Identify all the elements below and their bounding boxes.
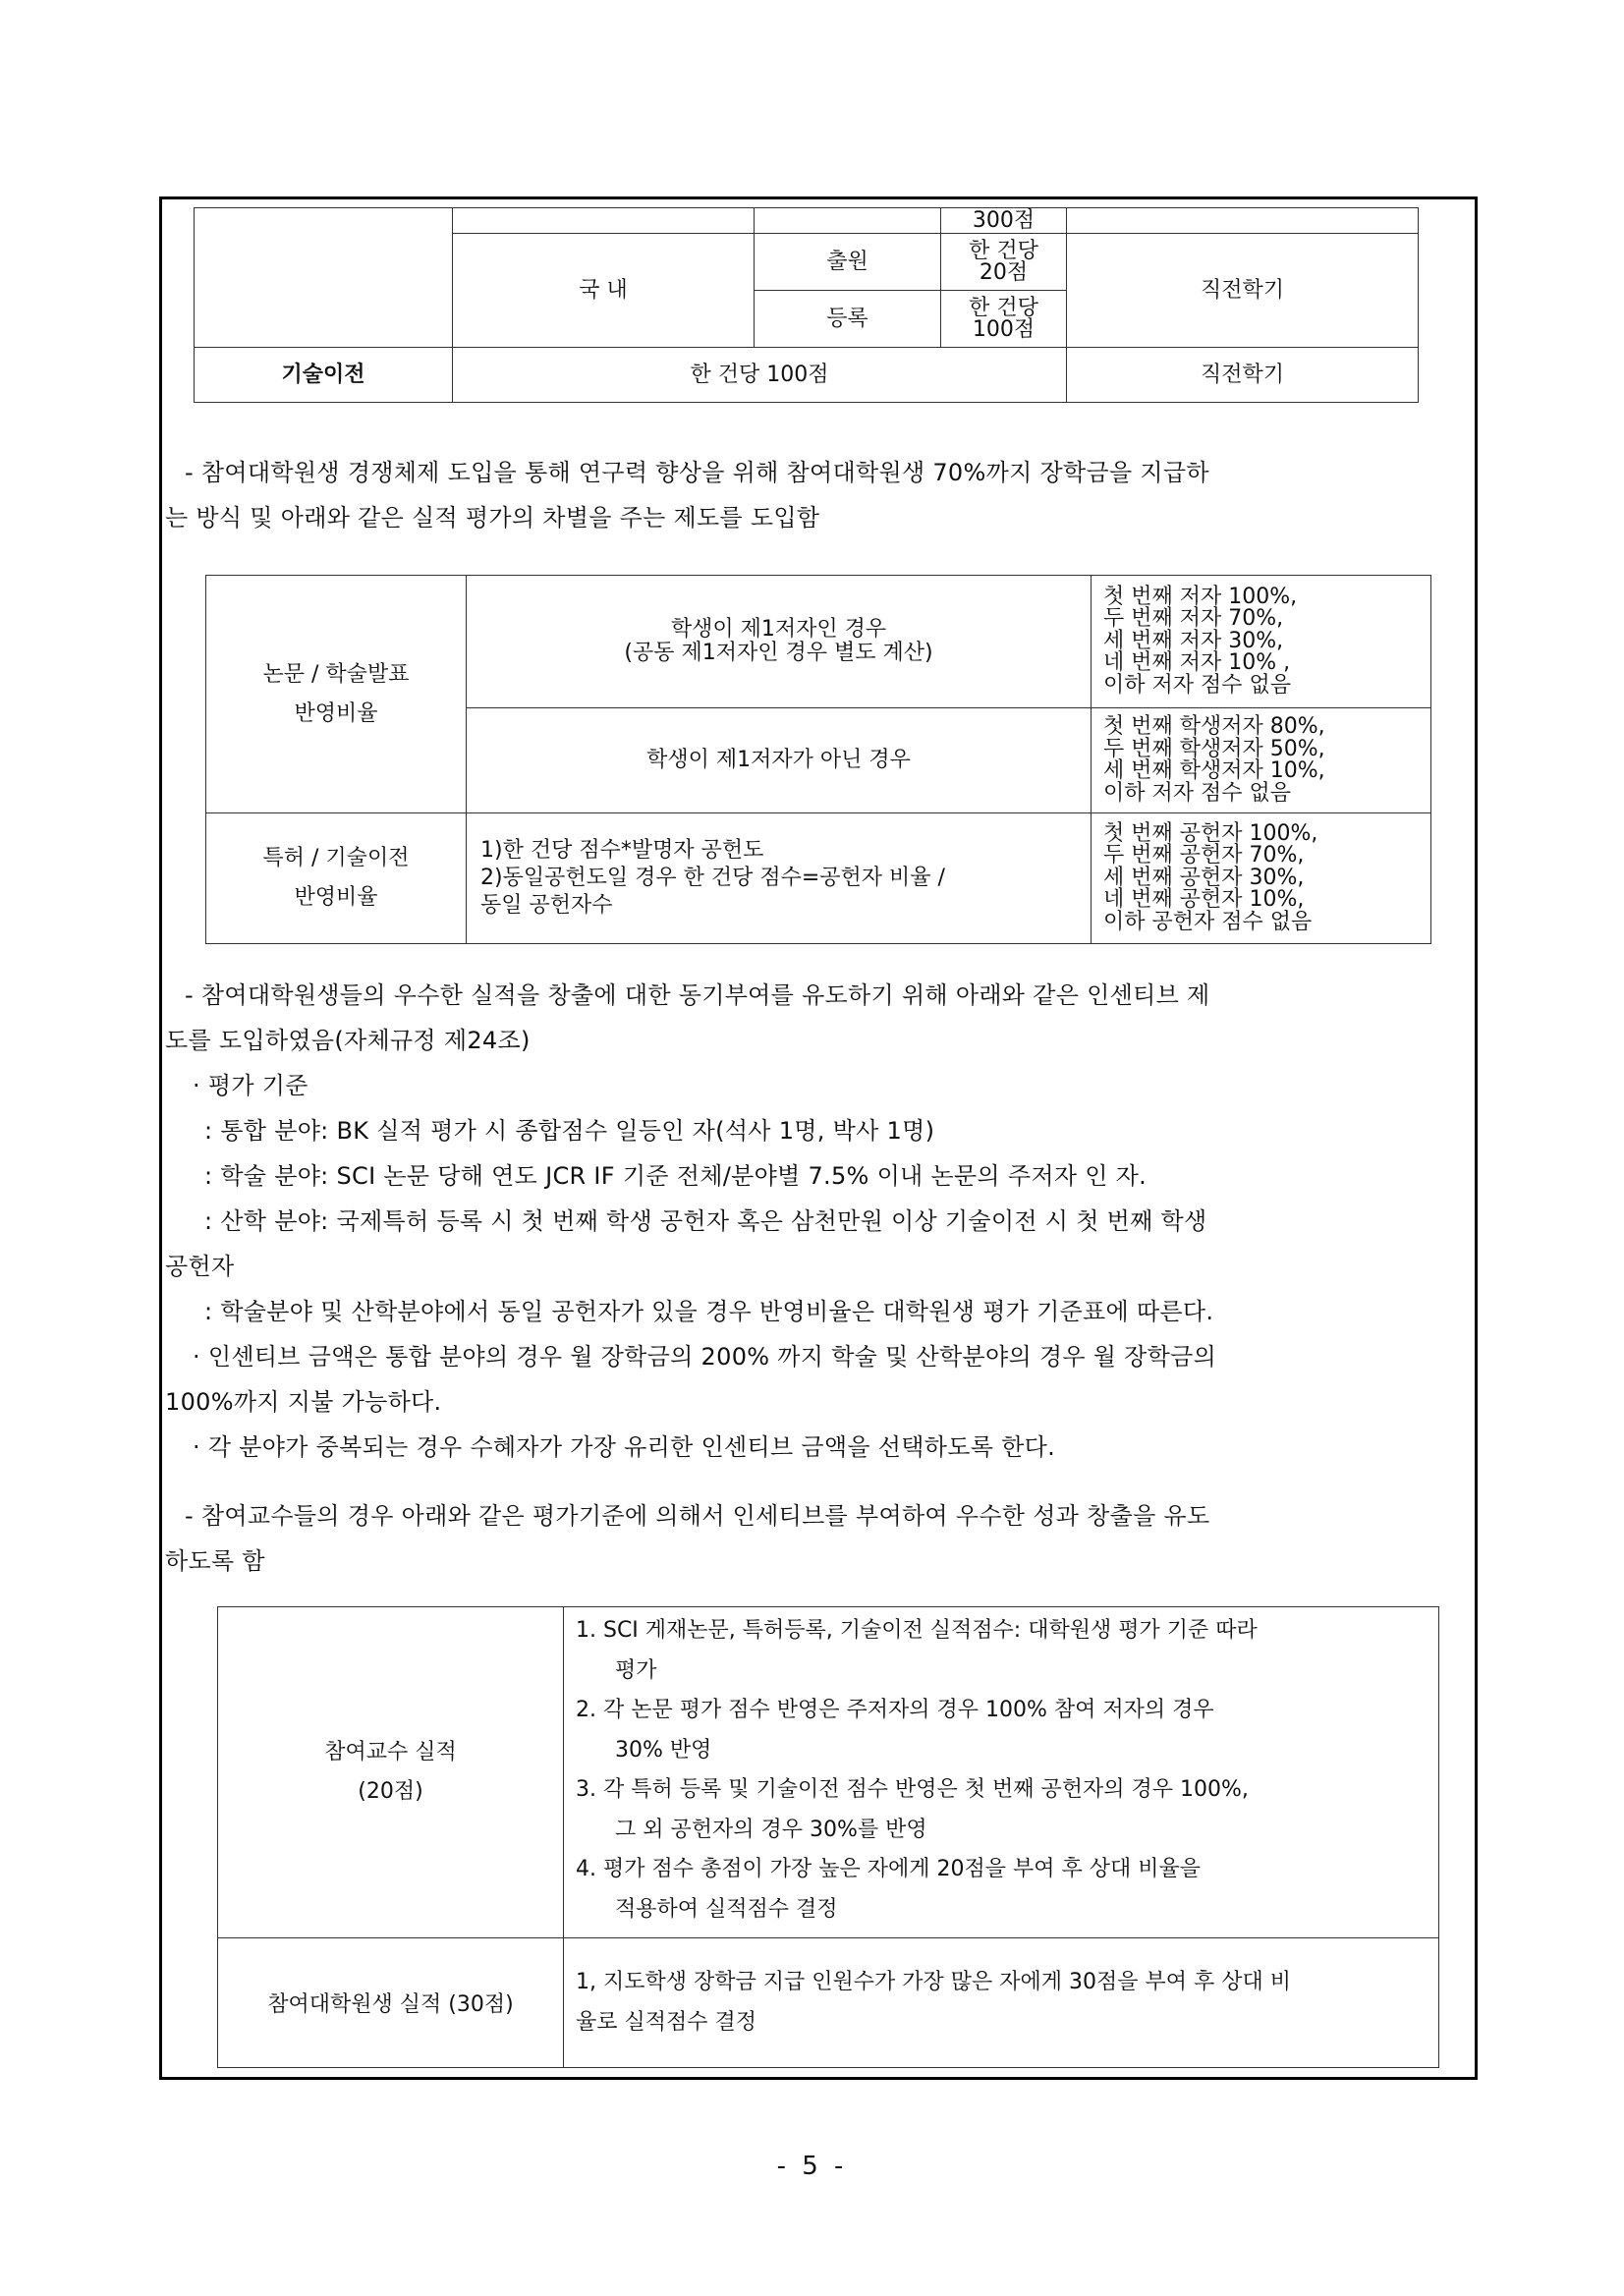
first-author-case: 학생이 제1저자인 경우 (공동 제1저자인 경우 별도 계산) <box>467 576 1092 708</box>
text-line: · 각 분야가 중복되는 경우 수혜자가 가장 유리한 인센티브 금액을 선택하도록 한다. <box>193 1433 1056 1461</box>
professor-criteria <box>564 1607 1439 1938</box>
text-line: - 참여교수들의 경우 아래와 같은 평가기준에 의해서 인세티브를 부여하여 우수한 성과 창출을 유도 <box>185 1502 1210 1530</box>
first-author-ratios: 첫 번째 저자 100%, 두 번째 저자 70%, 세 번째 저자 30%, 네 번째 저자 10% , 이하 저자 점수 없음 <box>1092 576 1431 708</box>
non-first-author-ratios: 첫 번째 학생저자 80%, 두 번째 학생저자 50%, 세 번째 학생저자 10%, 이하 저자 점수 없음 <box>1092 708 1431 813</box>
criteria-item: 1. SCI 게재논문, 특허등록, 기술이전 실적점수: 대학원생 평가 기준 따라 <box>576 1618 1258 1643</box>
text-line: · 평가 기준 <box>193 1072 308 1099</box>
page-number: - 5 - <box>776 2152 848 2181</box>
text-line: : 학술 분야: SCI 논문 당해 연도 JCR IF 기준 전체/분야별 7.5% 이내 논문의 주저자 인 자. <box>204 1162 1148 1190</box>
empty-cell <box>453 208 755 234</box>
register-score: 한 건당 100점 <box>941 291 1067 348</box>
criteria-item-cont: 율로 실적점수 결정 <box>576 2009 757 2035</box>
criteria-item-cont: 평가 <box>615 1657 657 1683</box>
text-line: 는 방식 및 아래와 같은 실적 평가의 차별을 주는 제도를 도입함 <box>165 504 820 532</box>
domestic-label: 국 내 <box>453 234 755 348</box>
patent-score-table <box>194 207 1419 403</box>
text-line: : 학술분야 및 산학분야에서 동일 공헌자가 있을 경우 반영비율은 대학원생 평가 기준표에 따른다. <box>204 1298 1214 1325</box>
tech-transfer-label: 기술이전 <box>195 348 453 403</box>
empty-cell <box>195 208 453 348</box>
professor-score-label: 참여교수 실적 (20점) <box>218 1607 564 1938</box>
text-line: 100%까지 지불 가능하다. <box>165 1388 442 1416</box>
patent-rule: 1)한 건당 점수*발명자 공헌도 2)동일공헌도일 경우 한 건당 점수=공헌자 비율 / 동일 공헌자수 <box>467 813 1092 944</box>
empty-cell <box>755 208 941 234</box>
text-line: 하도록 함 <box>165 1547 265 1575</box>
criteria-item: 1, 지도학생 장학금 지급 인원수가 가장 많은 자에게 30점을 부여 후 상대 비 <box>576 1970 1291 1994</box>
criteria-item-cont: 30% 반영 <box>615 1737 712 1763</box>
patent-ratios: 첫 번째 공헌자 100%, 두 번째 공헌자 70%, 세 번째 공헌자 30%, 네 번째 공헌자 10%, 이하 공헌자 점수 없음 <box>1092 813 1431 944</box>
apply-label: 출원 <box>755 234 941 291</box>
text-line: 공헌자 <box>165 1253 235 1280</box>
apply-score: 한 건당 20점 <box>941 234 1067 291</box>
text-line: : 산학 분야: 국제특허 등록 시 첫 번째 학생 공헌자 혹은 삼천만원 이상 기술이전 시 첫 번째 학생 <box>204 1207 1207 1235</box>
paragraph-incentive <box>165 973 1474 1470</box>
tech-transfer-period: 직전학기 <box>1067 348 1419 403</box>
top-score-cell: 300점 <box>941 208 1067 234</box>
text-line: - 참여대학원생들의 우수한 실적을 창출에 대한 동기부여를 유도하기 위해 아래와 같은 인센티브 제 <box>185 981 1210 1009</box>
criteria-item-cont: 적용하여 실적점수 결정 <box>615 1896 838 1922</box>
domestic-period: 직전학기 <box>1067 234 1419 348</box>
text-line: : 통합 분야: BK 실적 평가 시 종합점수 일등인 자(석사 1명, 박사 1명) <box>204 1117 935 1145</box>
student-score-label: 참여대학원생 실적 (30점) <box>218 1938 564 2068</box>
text-line: 도를 도입하였음(자체규정 제24조) <box>165 1027 531 1054</box>
text-line: - 참여대학원생 경쟁체제 도입을 통해 연구력 향상을 위해 참여대학원생 70%까지 장학금을 지급하 <box>185 459 1209 486</box>
tech-transfer-score: 한 건당 100점 <box>453 348 1067 403</box>
professor-evaluation-table <box>217 1606 1439 2068</box>
criteria-item: 3. 각 특허 등록 및 기술이전 점수 반영은 첫 번째 공헌자의 경우 100%, <box>576 1777 1249 1802</box>
criteria-item-cont: 그 외 공헌자의 경우 30%를 반영 <box>615 1817 927 1842</box>
criteria-item: 2. 각 논문 평가 점수 반영은 주저자의 경우 100% 참여 저자의 경우 <box>576 1698 1214 1722</box>
register-label: 등록 <box>755 291 941 348</box>
criteria-item: 4. 평가 점수 총점이 가장 높은 자에게 20점을 부여 후 상대 비율을 <box>576 1857 1201 1881</box>
patent-ratio-label: 특허 / 기술이전 반영비율 <box>206 813 467 944</box>
paragraph-scholarship <box>165 450 1474 540</box>
paper-ratio-label: 논문 / 학술발표 반영비율 <box>206 576 467 813</box>
text-line: · 인센티브 금액은 통합 분야의 경우 월 장학금의 200% 까지 학술 및 산학분야의 경우 월 장학금의 <box>193 1343 1217 1371</box>
paragraph-professor <box>165 1493 1474 1584</box>
ratio-table <box>205 575 1431 944</box>
empty-cell <box>1067 208 1419 234</box>
page-frame <box>159 196 1478 2080</box>
student-criteria <box>564 1938 1439 2068</box>
non-first-author-case: 학생이 제1저자가 아닌 경우 <box>467 708 1092 813</box>
